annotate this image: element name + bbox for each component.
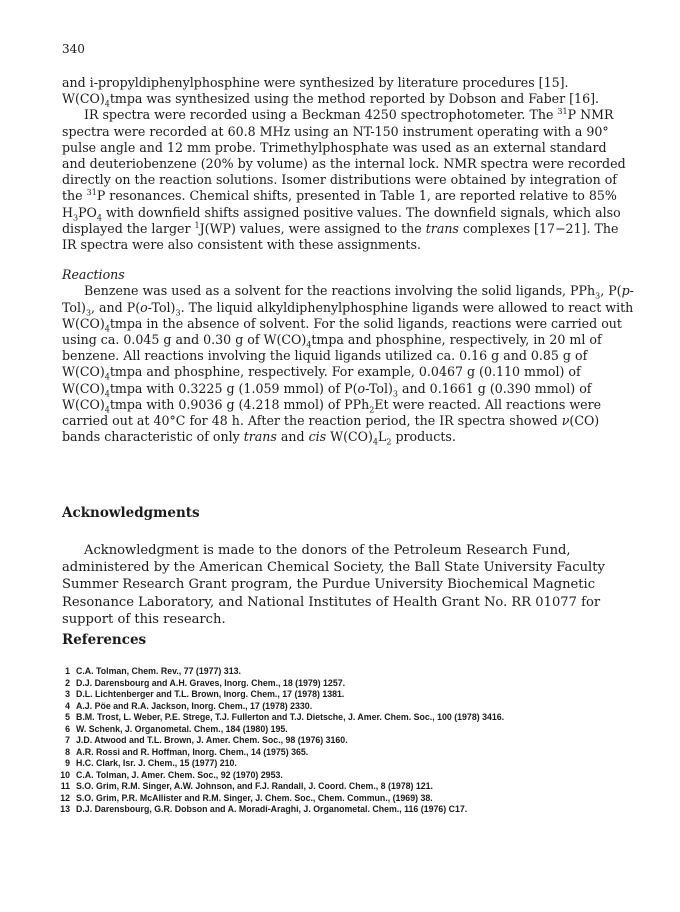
reference-item [60,770,640,782]
subscript: 4 [104,99,110,109]
reference-text: C.A. Tolman, J. Amer. Chem. Soc., 92 (1970) 2953. [76,769,283,780]
page-number: 340 [62,42,85,56]
reference-number: 3 [65,689,70,699]
reference-text: H.C. Clark, Isr. J. Chem., 15 (1977) 210. [76,758,237,768]
reference-item [60,735,640,747]
reference-number: 4 [65,700,70,711]
reference-text: C.A. Tolman, Chem. Rev., 77 (1977) 313. [76,666,241,676]
reference-item [60,689,640,701]
reference-text: A.J. Pöe and R.A. Jackson, Inorg. Chem., 17 (1978) 2330. [76,700,313,711]
paragraph-synthesis [62,75,634,107]
reference-item [60,678,640,690]
reference-item [60,712,640,724]
reference-number: 7 [65,735,70,745]
text-run: W(CO) [326,429,373,445]
reference-text: S.O. Grim, R.M. Singer, A.W. Johnson, and F.J. Randall, J. Coord. Chem., 8 (1978) 121. [76,781,434,791]
reference-text: W. Schenk, J. Organometal. Chem., 184 (1980) 195. [76,723,288,734]
text-run: tmpa was synthesized using the method reported by Dobson and Faber [16]. [109,91,599,107]
text-run: and 0.1661 g (0.390 mmol) of W(CO) [62,380,592,412]
reference-number: 9 [65,758,70,768]
text-run: and i-propyldiphenylphosphine were synthesized by literature procedures [15]. W(CO) [62,75,569,107]
text-run: products. [391,429,456,445]
reference-text: D.J. Darensbourg, G.R. Dobson and A. Moradi-Araghi, J. Organometal. Chem., 116 (1976) C17. [76,804,468,814]
text-run: -Tol) [365,380,393,396]
subscript: 4 [104,372,110,382]
reference-item [60,724,640,736]
subscript: 4 [104,389,110,399]
paragraph-reactions [62,283,634,445]
text-run: J(WP) values, were assigned to the [199,220,426,236]
reference-text: B.M. Trost, L. Weber, P.E. Strege, T.J. Fullerton and T.J. Dietsche, J. Amer. Chem. Soc., 100 (1978) 3416. [76,712,505,722]
subscript: 2 [386,437,392,447]
reference-text: S.O. Grim, P.R. McAllister and R.M. Singer, J. Chem. Soc., Chem. Commun., (1969) 38. [76,792,433,803]
reference-number: 13 [60,804,70,814]
italic-run: trans [243,429,277,445]
text-run: tmpa in the absence of solvent. For the solid ligands, reactions were carried out using ca. 0.045 g and 0.30 g of W(CO) [62,315,622,348]
text-run: and [276,429,309,445]
reference-item [60,793,640,805]
subscript: 3 [392,389,398,399]
text-run: tmpa with 0.9036 g (4.218 mmol) of PPh [109,396,370,412]
reference-text: D.J. Darensbourg and A.H. Graves, Inorg. Chem., 18 (1979) 1257. [76,677,346,688]
reference-number: 11 [60,781,70,791]
subscript: 3 [72,213,79,223]
reference-number: 5 [65,712,70,722]
paragraph-spectra [62,107,634,253]
superscript: 1 [194,220,200,230]
text-run: Et were reacted. All reactions were carried out at 40°C for 48 h. After the reaction period, the IR spectra showed [62,396,602,429]
text-run: IR spectra were recorded using a Beckman 4250 spectrophotometer. The [84,107,558,123]
text-run: with downfield shifts assigned positive values. The downfield signals, which also displayed the larger [62,204,621,236]
text-run: . The liquid alkyldiphenylphosphine ligands were allowed to react with W(CO) [62,299,634,331]
italic-run: cis [308,429,327,445]
italic-run: p [621,283,630,299]
references-heading: References [62,632,147,648]
text-run: L [377,429,387,445]
text-run: complexes [17−21]. The IR spectra were also consistent with these assignments. [62,220,619,253]
subscript: 3 [175,308,181,318]
reference-number: 6 [65,723,70,734]
text-run: PO [78,204,97,220]
text-run: (CO) bands characteristic of only [62,413,600,445]
reference-item [60,666,640,678]
acknowledgments-text: Acknowledgment is made to the donors of the Petroleum Research Fund, administered by the American Chemical Society, the Ball State University Faculty Summer Research Grant program, the Purdue University Biochemical Magnetic Resonance Laboratory, and National Institutes of Health Grant No. RR 01077 for support of this research. [62,543,605,627]
reference-item [60,758,640,770]
reference-text: D.L. Lichtenberger and T.L. Brown, Inorg. Chem., 17 (1978) 1381. [76,689,345,699]
reference-list [60,666,640,816]
reference-item [60,781,640,793]
text-run: , P( [600,283,622,299]
reference-number: 2 [65,677,70,688]
reactions-heading: Reactions [62,267,125,283]
reference-text: J.D. Atwood and T.L. Brown, J. Amer. Chem. Soc., 98 (1976) 3160. [76,735,348,745]
italic-run: ν [561,413,570,429]
text-run: P NMR spectra were recorded at 60.8 MHz using an NT-150 instrument operating with a 90° pulse angle and 12 mm probe. Trimethylphosphate was used as an external standard and deuteriobenzene (20% by volume) as the internal lock. NMR spectra were recorded directly on the reaction solutions. Isomer distributions were obtained by integration of the [62,107,626,204]
subscript: 3 [85,308,92,318]
reference-item [60,804,640,816]
reference-number: 12 [60,792,70,803]
subscript: 4 [104,405,110,415]
reference-item [60,747,640,759]
superscript: 31 [86,188,97,198]
reference-number: 1 [65,666,70,676]
text-run: Benzene was used as a solvent for the reactions involving the solid ligands, PPh [84,283,596,299]
reference-number: 8 [65,746,70,757]
subscript: 4 [372,437,378,447]
superscript: 31 [557,107,568,117]
text-run: -Tol) [62,283,634,315]
italic-run: trans [425,220,459,236]
text-run: , and P( [91,299,141,315]
reference-text: A.R. Rossi and R. Hoffman, Inorg. Chem., 14 (1975) 365. [76,746,309,757]
subscript: 2 [369,405,375,415]
reference-item [60,701,640,713]
text-run: -Tol) [147,299,176,315]
text-run: tmpa and phosphine, respectively, in 20 ml of benzene. All reactions involving the liquid ligands utilized ca. 0.16 g and 0.85 g of W(CO) [62,332,602,380]
subscript: 4 [96,213,102,223]
subscript: 4 [306,340,312,350]
subscript: 3 [595,291,601,301]
reference-number: 10 [60,769,70,780]
main-text [62,75,634,445]
italic-run: o [357,380,366,396]
italic-run: o [140,299,148,315]
text-run: tmpa and phosphine, respectively. For example, 0.0467 g (0.110 mmol) of W(CO) [62,364,581,396]
text-run: P resonances. Chemical shifts, presented in Table 1, are reported relative to 85% H [62,188,617,220]
subscript: 4 [104,324,110,334]
acknowledgments-heading: Acknowledgments [62,505,200,521]
text-run: tmpa with 0.3225 g (1.059 mmol) of P( [109,380,358,396]
